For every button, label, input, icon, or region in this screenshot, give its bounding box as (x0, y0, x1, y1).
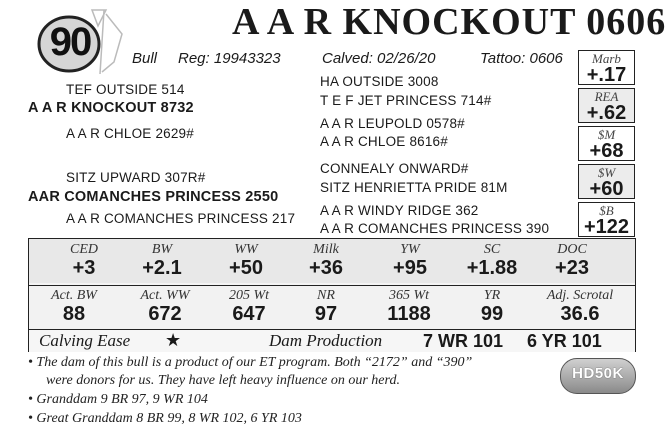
epd-value: +68 (589, 140, 624, 162)
epd-value: +122 (583, 216, 630, 238)
actual-value: 672 (148, 303, 182, 325)
actual-value: 1188 (387, 303, 431, 325)
epd-cell-doc (537, 242, 607, 279)
tattoo: Tattoo: 0606 (480, 50, 563, 67)
actual-value: 99 (480, 303, 504, 325)
production-row (29, 329, 635, 352)
pedigree-sire-dam: A A R CHLOE 2629# (66, 126, 194, 141)
epd-dollar-w (578, 164, 635, 199)
actual-label: 205 Wt (228, 288, 270, 303)
actual-cell-nr (291, 288, 361, 325)
epd-label: CED (70, 242, 98, 257)
epd-value: +50 (229, 257, 263, 279)
actual-cell-bw (35, 288, 113, 325)
epd-label: DOC (557, 242, 587, 257)
note-granddam: • Granddam 9 BR 97, 9 WR 104 (28, 392, 208, 407)
actual-value: 36.6 (560, 303, 600, 325)
actual-label: 365 Wt (388, 288, 430, 303)
registration-number: Reg: 19943323 (178, 50, 281, 67)
epd-label: BW (151, 242, 173, 257)
epd-marbling (578, 50, 635, 85)
epd-rea (578, 88, 635, 123)
pedigree-sire: A A R KNOCKOUT 8732 (28, 100, 194, 116)
dam-production-label: Dam Production (269, 331, 383, 350)
epd-value: +.62 (586, 102, 627, 124)
epd-value: +3 (72, 257, 96, 279)
epd-cell-bw (127, 242, 197, 279)
dam-production-yr: 6 YR 101 (527, 331, 602, 351)
actual-cell-yr (457, 288, 527, 325)
epd-value: +.17 (586, 64, 627, 86)
dam-production-wr: 7 WR 101 (423, 331, 504, 351)
pedigree-dam-sire: SITZ UPWARD 307R# (66, 170, 206, 185)
actual-cell-scrotal (527, 288, 633, 325)
calved-date: Calved: 02/26/20 (322, 50, 436, 67)
epd-label: $M (597, 127, 616, 142)
actual-cell-365wt (365, 288, 453, 325)
hd50k-badge (560, 358, 636, 394)
epd-label: Marb (592, 51, 621, 66)
pedigree-dam-dam: A A R COMANCHES PRINCESS 217 (66, 211, 296, 226)
pedigree-sd-sire: A A R LEUPOLD 0578# (320, 116, 465, 131)
note-donors: were donors for us. They have left heavy influence on our herd. (46, 373, 400, 388)
note-great-granddam: • Great Granddam 8 BR 99, 8 WR 102, 6 YR 103 (28, 411, 302, 426)
actual-label: YR (483, 288, 501, 303)
epd-value: +23 (555, 257, 589, 279)
actuals-row (29, 285, 635, 330)
epd-label: YW (400, 242, 420, 257)
epd-label: Milk (313, 242, 339, 257)
actual-cell-ww (123, 288, 207, 325)
epd-value: +60 (589, 178, 624, 200)
actual-label: Act. BW (51, 288, 97, 303)
epd-cell-ww (211, 242, 281, 279)
epd-value: +1.88 (466, 257, 518, 279)
actual-value: 88 (62, 303, 86, 325)
actual-label: Act. WW (140, 288, 190, 303)
pedigree-dd-sire: A A R WINDY RIDGE 362 (320, 203, 479, 218)
actual-value: 647 (232, 303, 266, 325)
sex-label: Bull (132, 50, 158, 67)
epd-label: WW (234, 242, 258, 257)
pedigree-ds-sire: CONNEALY ONWARD# (320, 161, 469, 176)
epd-label: REA (594, 89, 619, 104)
epd-value: +95 (393, 257, 427, 279)
epd-cell-yw (375, 242, 445, 279)
epd-cell-ced (49, 242, 119, 279)
epd-value: +2.1 (142, 257, 182, 279)
epd-label: $W (597, 165, 616, 180)
epd-value: +36 (309, 257, 343, 279)
actual-label: NR (317, 288, 335, 303)
actual-cell-205wt (209, 288, 289, 325)
epd-label: SC (483, 242, 501, 257)
pedigree-ss-dam: T E F JET PRINCESS 714# (320, 93, 492, 108)
animal-name: A A R KNOCKOUT 0606 (232, 1, 667, 43)
performance-grid (28, 238, 636, 352)
epd-cell-sc (457, 242, 527, 279)
pedigree-dd-dam: A A R COMANCHES PRINCESS 390 (320, 221, 550, 236)
calving-ease-label: Calving Ease (39, 331, 131, 350)
pedigree-sire-sire: TEF OUTSIDE 514 (66, 82, 185, 97)
actual-value: 97 (314, 303, 338, 325)
pedigree-ds-dam: SITZ HENRIETTA PRIDE 81M (320, 180, 508, 195)
hd50k-label: HD50K (572, 365, 624, 382)
pedigree-sd-dam: A A R CHLOE 8616# (320, 134, 448, 149)
epd-row (29, 239, 635, 283)
star-icon: ★ (165, 330, 182, 350)
epd-label: $B (599, 203, 614, 218)
pedigree-dam: AAR COMANCHES PRINCESS 2550 (28, 189, 279, 205)
epd-cell-milk (291, 242, 361, 279)
epd-dollar-m (578, 126, 635, 161)
lot-number: 90 (49, 20, 91, 64)
pedigree-ss-sire: HA OUTSIDE 3008 (320, 74, 439, 89)
actual-label: Adj. Scrotal (546, 288, 614, 303)
epd-dollar-b (578, 202, 635, 237)
note-et-program: • The dam of this bull is a product of our ET program. Both “2172” and “390” (28, 355, 473, 370)
